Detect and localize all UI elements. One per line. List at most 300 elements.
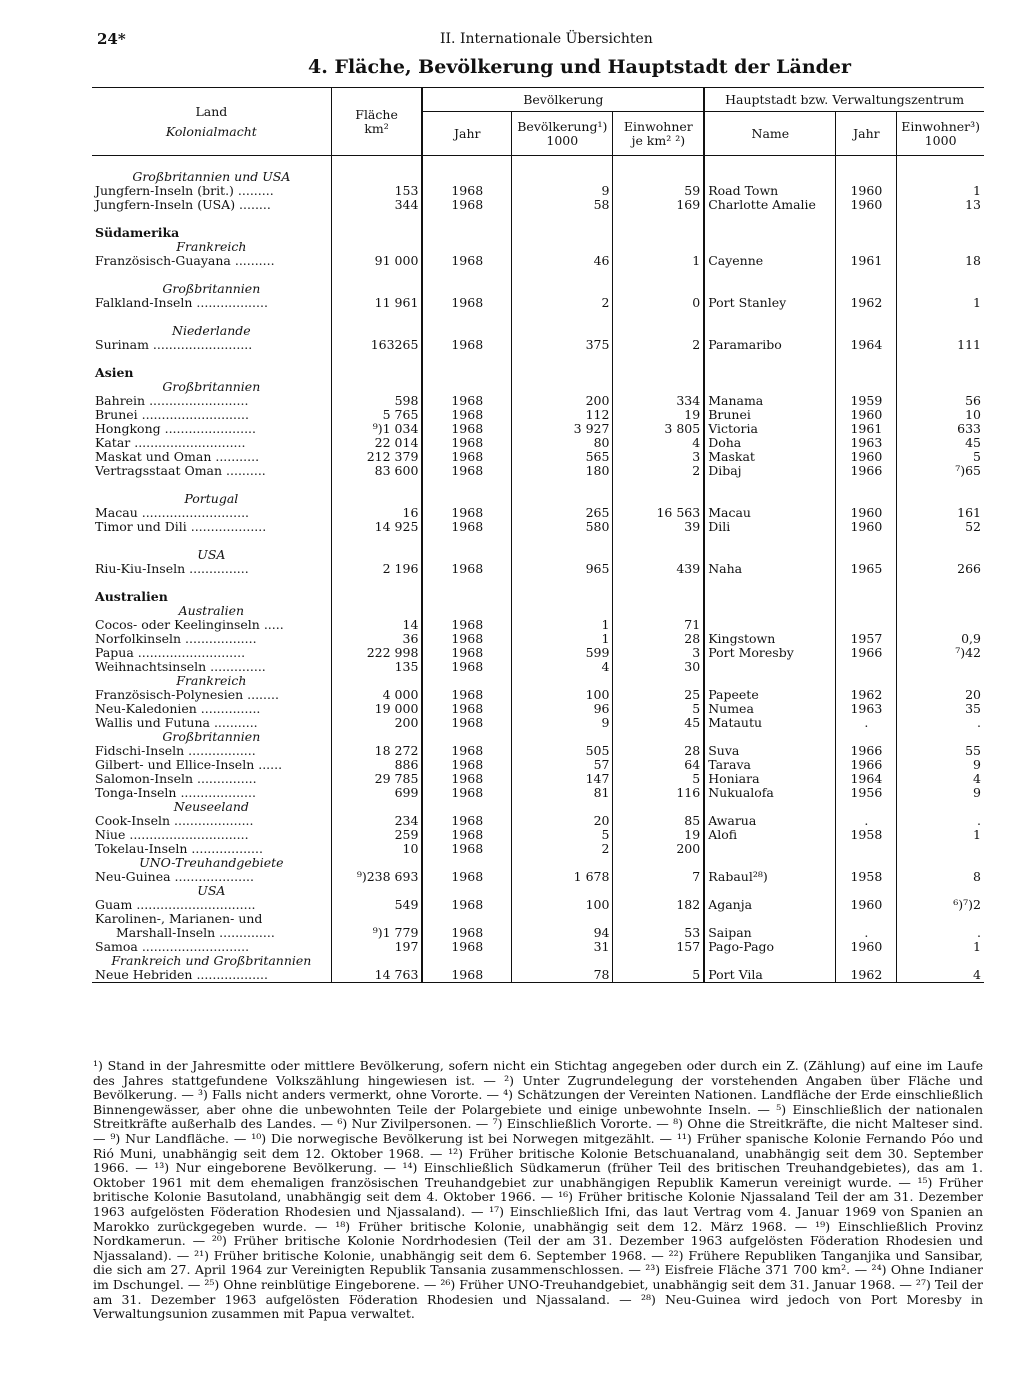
- population-value: 965: [512, 562, 613, 576]
- empty-cell: [422, 604, 511, 618]
- empty-cell: [836, 800, 897, 814]
- area-value: ⁹)238 693: [331, 870, 422, 884]
- spacer-cell: [897, 478, 984, 492]
- capital-population: 9: [897, 758, 984, 772]
- density-value: 5: [613, 968, 704, 983]
- empty-cell: [704, 856, 836, 870]
- spacer-cell: [836, 310, 897, 324]
- country-name: Französisch-Guayana ..........: [95, 254, 275, 268]
- capital-population: 13: [897, 198, 984, 212]
- capital-year: 1960: [836, 898, 897, 912]
- empty-cell: [422, 282, 511, 296]
- empty-cell: [613, 856, 704, 870]
- empty-cell: [422, 366, 511, 380]
- colonial-power-row: [92, 170, 984, 184]
- capital-population: 0,9: [897, 632, 984, 646]
- table-row: [92, 772, 984, 786]
- empty-cell: [613, 604, 704, 618]
- colonial-power-row: [92, 884, 984, 898]
- capital-name: [704, 618, 836, 632]
- header-hs-jahr: Jahr: [836, 112, 897, 156]
- capital-population: 633: [897, 422, 984, 436]
- capital-year: 1958: [836, 828, 897, 842]
- spacer-row: [92, 478, 984, 492]
- spacer-cell: [331, 268, 422, 282]
- table-row: [92, 198, 984, 212]
- spacer-cell: [613, 156, 704, 171]
- population-value: 5: [512, 828, 613, 842]
- empty-cell: [331, 800, 422, 814]
- country-name: Tokelau-Inseln ..................: [95, 842, 263, 856]
- spacer-cell: [836, 156, 897, 171]
- header-name: Name: [704, 112, 836, 156]
- capital-year: 1961: [836, 254, 897, 268]
- spacer-cell: [897, 576, 984, 590]
- population-value: 9: [512, 184, 613, 198]
- density-value: 200: [613, 842, 704, 856]
- table-row: [92, 338, 984, 352]
- population-year: 1968: [422, 338, 511, 352]
- area-value: 4 000: [331, 688, 422, 702]
- empty-cell: [836, 282, 897, 296]
- population-value: 9: [512, 716, 613, 730]
- spacer-cell: [897, 310, 984, 324]
- population-year: 1968: [422, 422, 511, 436]
- table-row: [92, 842, 984, 856]
- empty-cell: [512, 590, 613, 604]
- colonial-power-row: [92, 856, 984, 870]
- density-value: 157: [613, 940, 704, 954]
- spacer-cell: [704, 478, 836, 492]
- spacer-cell: [704, 534, 836, 548]
- empty-cell: [897, 884, 984, 898]
- capital-year: 1960: [836, 940, 897, 954]
- table-row: [92, 688, 984, 702]
- spacer-cell: [897, 156, 984, 171]
- population-value: 200: [512, 394, 613, 408]
- capital-population: 20: [897, 688, 984, 702]
- population-year: 1968: [422, 562, 511, 576]
- capital-year: 1961: [836, 422, 897, 436]
- empty-cell: [704, 282, 836, 296]
- population-value: 100: [512, 688, 613, 702]
- empty-cell: [613, 800, 704, 814]
- population-year: 1968: [422, 660, 511, 674]
- empty-cell: [704, 590, 836, 604]
- header-flaeche: Fläche km²: [331, 88, 422, 156]
- country-name: Wallis und Futuna ...........: [95, 716, 258, 730]
- spacer-cell: [331, 156, 422, 171]
- population-year: 1968: [422, 702, 511, 716]
- empty-cell: [836, 730, 897, 744]
- population-year: 1968: [422, 940, 511, 954]
- data-table: [92, 87, 984, 983]
- spacer-cell: [704, 156, 836, 171]
- density-value: 28: [613, 632, 704, 646]
- empty-cell: [836, 226, 897, 240]
- capital-name: Naha: [704, 562, 836, 576]
- empty-cell: [836, 604, 897, 618]
- capital-population: [897, 912, 984, 926]
- population-value: 1 678: [512, 870, 613, 884]
- population-value: 81: [512, 786, 613, 800]
- empty-cell: [512, 324, 613, 338]
- spacer-cell: [704, 310, 836, 324]
- empty-cell: [613, 674, 704, 688]
- density-value: 59: [613, 184, 704, 198]
- capital-name: Matautu: [704, 716, 836, 730]
- empty-cell: [331, 856, 422, 870]
- population-year: 1968: [422, 786, 511, 800]
- country-name: Brunei ...........................: [95, 408, 249, 422]
- population-year: 1968: [422, 632, 511, 646]
- capital-population: 1: [897, 184, 984, 198]
- population-value: 112: [512, 408, 613, 422]
- capital-population: .: [897, 716, 984, 730]
- capital-name: Kingstown: [704, 632, 836, 646]
- density-value: 30: [613, 660, 704, 674]
- density-value: 53: [613, 926, 704, 940]
- capital-population: 1: [897, 828, 984, 842]
- spacer-cell: [836, 268, 897, 282]
- table-row: [92, 618, 984, 632]
- empty-cell: [512, 548, 613, 562]
- country-name: Gilbert- und Ellice-Inseln ......: [95, 758, 283, 772]
- spacer-cell: [422, 268, 511, 282]
- country-name: Riu-Kiu-Inseln ...............: [95, 562, 249, 576]
- spacer-cell: [512, 156, 613, 171]
- spacer-cell: [613, 352, 704, 366]
- capital-year: 1966: [836, 744, 897, 758]
- capital-name: Numea: [704, 702, 836, 716]
- population-year: [422, 912, 511, 926]
- empty-cell: [331, 492, 422, 506]
- capital-name: Maskat: [704, 450, 836, 464]
- spacer-row: [92, 534, 984, 548]
- capital-name: Aganja: [704, 898, 836, 912]
- empty-cell: [836, 674, 897, 688]
- population-value: 4: [512, 660, 613, 674]
- capital-year: 1957: [836, 632, 897, 646]
- capital-name: Saipan: [704, 926, 836, 940]
- density-value: 439: [613, 562, 704, 576]
- area-value: 200: [331, 716, 422, 730]
- population-value: 57: [512, 758, 613, 772]
- capital-name: Nukualofa: [704, 786, 836, 800]
- capital-name: Brunei: [704, 408, 836, 422]
- population-value: 20: [512, 814, 613, 828]
- spacer-cell: [836, 478, 897, 492]
- country-name: Marshall-Inseln ..............: [116, 926, 275, 940]
- capital-population: .: [897, 926, 984, 940]
- density-value: 19: [613, 408, 704, 422]
- density-value: [613, 912, 704, 926]
- country-name: Weihnachtsinseln ..............: [95, 660, 266, 674]
- spacer-cell: [331, 478, 422, 492]
- empty-cell: [897, 590, 984, 604]
- population-year: 1968: [422, 758, 511, 772]
- density-value: 116: [613, 786, 704, 800]
- spacer-cell: [512, 478, 613, 492]
- capital-population: 8: [897, 870, 984, 884]
- population-value: 2: [512, 842, 613, 856]
- density-value: 334: [613, 394, 704, 408]
- empty-cell: [704, 674, 836, 688]
- area-value: 222 998: [331, 646, 422, 660]
- country-name: Hongkong .......................: [95, 422, 256, 436]
- empty-cell: [613, 548, 704, 562]
- spacer-cell: [422, 352, 511, 366]
- table-row: [92, 422, 984, 436]
- spacer-row: [92, 156, 984, 171]
- capital-population: [897, 660, 984, 674]
- capital-population: 56: [897, 394, 984, 408]
- empty-cell: [331, 954, 422, 968]
- colonial-power-row: [92, 730, 984, 744]
- colonial-power-row: [92, 492, 984, 506]
- capital-year: [836, 842, 897, 856]
- capital-population: ⁷)65: [897, 464, 984, 478]
- colonial-power-row: [92, 604, 984, 618]
- empty-cell: [512, 954, 613, 968]
- capital-population: 45: [897, 436, 984, 450]
- empty-cell: [836, 884, 897, 898]
- spacer-cell: [92, 156, 331, 171]
- population-year: 1968: [422, 772, 511, 786]
- empty-cell: [897, 324, 984, 338]
- capital-year: 1964: [836, 338, 897, 352]
- population-year: 1968: [422, 464, 511, 478]
- density-value: 1: [613, 254, 704, 268]
- population-value: [512, 912, 613, 926]
- table-row: [92, 394, 984, 408]
- population-year: 1968: [422, 296, 511, 310]
- population-value: 31: [512, 940, 613, 954]
- empty-cell: [704, 604, 836, 618]
- empty-cell: [836, 170, 897, 184]
- spacer-cell: [897, 534, 984, 548]
- table-row: [92, 758, 984, 772]
- area-value: ⁹)1 034: [331, 422, 422, 436]
- population-year: 1968: [422, 716, 511, 730]
- area-value: 29 785: [331, 772, 422, 786]
- capital-name: Victoria: [704, 422, 836, 436]
- spacer-cell: [512, 310, 613, 324]
- empty-cell: [512, 170, 613, 184]
- area-value: 19 000: [331, 702, 422, 716]
- empty-cell: [512, 884, 613, 898]
- spacer-row: [92, 310, 984, 324]
- spacer-cell: [331, 212, 422, 226]
- table-row: [92, 520, 984, 534]
- population-year: 1968: [422, 408, 511, 422]
- table-row: [92, 464, 984, 478]
- area-value: [331, 912, 422, 926]
- empty-cell: [331, 730, 422, 744]
- capital-name: Cayenne: [704, 254, 836, 268]
- capital-year: 1960: [836, 450, 897, 464]
- density-value: 16 563: [613, 506, 704, 520]
- population-year: 1968: [422, 198, 511, 212]
- empty-cell: [897, 954, 984, 968]
- capital-population: [897, 842, 984, 856]
- empty-cell: [836, 240, 897, 254]
- capital-population: [897, 618, 984, 632]
- spacer-cell: [92, 212, 331, 226]
- empty-cell: [897, 226, 984, 240]
- population-year: 1968: [422, 968, 511, 983]
- area-value: 18 272: [331, 744, 422, 758]
- empty-cell: [422, 800, 511, 814]
- table-row: [92, 870, 984, 884]
- capital-year: 1962: [836, 968, 897, 983]
- empty-cell: [704, 324, 836, 338]
- capital-name: Paramaribo: [704, 338, 836, 352]
- capital-year: 1956: [836, 786, 897, 800]
- empty-cell: [422, 170, 511, 184]
- density-value: 19: [613, 828, 704, 842]
- empty-cell: [613, 240, 704, 254]
- empty-cell: [331, 548, 422, 562]
- table-row: [92, 254, 984, 268]
- running-head: II. Internationale Übersichten: [440, 31, 653, 47]
- table-row: [92, 786, 984, 800]
- region-row: [92, 590, 984, 604]
- empty-cell: [512, 282, 613, 296]
- colonial-power-label: Frankreich: [176, 674, 247, 688]
- area-value: 14: [331, 618, 422, 632]
- capital-population: 35: [897, 702, 984, 716]
- capital-population: 1: [897, 296, 984, 310]
- empty-cell: [512, 240, 613, 254]
- colonial-power-row: [92, 674, 984, 688]
- empty-cell: [613, 730, 704, 744]
- population-value: 580: [512, 520, 613, 534]
- empty-cell: [331, 170, 422, 184]
- capital-name: Tarava: [704, 758, 836, 772]
- footnotes: ¹) Stand in der Jahresmitte oder mittlere Bevölkerung, sofern nicht ein Stichtag angegeben oder durch ein Z. (Zählung) auf eine im Laufe des Jahres stattgefundene Volkszählung hingewiesen ist. — ²) Unter Zugrundelegung der vorstehenden Angaben über Fläche und Bevölkerung. — ³) Falls nicht anders vermerkt, ohne Vororte. — ⁴) Schätzungen der Vereinten Nationen. Landfläche der Erde einschließlich Binnengewässer, aber ohne die unbewohnten Teile der Polargebiete und einige unbewohnte Inseln. — ⁵) Einschließlich der nationalen Streitkräfte außerhalb des Landes. — ⁶) Nur Zivilpersonen. — ⁷) Einschließlich Vororte. — ⁸) Ohne die Streitkräfte, die nicht Malteser sind. — ⁹) Nur Landfläche. — ¹⁰) Die norwegische Bevölkerung ist bei Norwegen mitgezählt. — ¹¹) Früher spanische Kolonie Fernando Póo und Rió Muni, unabhängig seit dem 12. Oktober 1968. — ¹²) Früher britische Kolonie Betschuanaland, unabhängig seit dem 30. September 1966. — ¹³) Nur eingeborene Bevölkerung. — ¹⁴) Einschließlich Südkamerun (früher Teil des britischen Treuhandgebietes), das am 1. Oktober 1961 mit dem ehemaligen französischen Treuhandgebiet zur unabhängigen Republik Kamerun vereinigt wurde. — ¹⁵) Früher britische Kolonie Basutoland, unabhängig seit dem 4. Oktober 1966. — ¹⁶) Früher britische Kolonie Njassaland Teil der am 31. Dezember 1963 aufgelösten Föderation Rhodesien und Njassaland). — ¹⁷) Einschließlich Ifni, das laut Vertrag vom 4. Januar 1969 von Spanien an Marokko zurückgegeben wurde. — ¹⁸) Früher britische Kolonie, unabhängig seit dem 12. März 1968. — ¹⁹) Einschließlich Provinz Nordkamerun. — ²⁰) Früher britische Kolonie Nordrhodesien (Teil der am 31. Dezember 1963 aufgelösten Föderation Rhodesien und Njassaland). — ²¹) Früher britische Kolonie, unabhängig seit dem 6. September 1968. — ²²) Frühere Republiken Tanganjika und Sansibar, die sich am 27. April 1964 zur Vereinigten Republik Tansania zusammenschlossen. — ²³) Eisfreie Fläche 371 700 km². — ²⁴) Ohne Indianer im Dschungel. — ²⁵) Ohne reinblütige Eingeborene. — ²⁶) Früher UNO-Treuhandgebiet, unabhängig seit dem 31. Januar 1968. — ²⁷) Teil der am 31. Dezember 1963 aufgelösten Föderation Rhodesien und Njassaland. — ²⁸) Neu-Guinea wird jedoch von Port Moresby in Verwaltungsunion zusammen mit Papua verwaltet.: [93, 1058, 983, 1322]
- empty-cell: [704, 366, 836, 380]
- capital-name: Charlotte Amalie: [704, 198, 836, 212]
- table-row: [92, 184, 984, 198]
- spacer-cell: [512, 534, 613, 548]
- country-name: Guam ..............................: [95, 898, 256, 912]
- country-name: Macau ...........................: [95, 506, 250, 520]
- capital-year: 1959: [836, 394, 897, 408]
- population-year: 1968: [422, 828, 511, 842]
- capital-year: [836, 618, 897, 632]
- empty-cell: [422, 590, 511, 604]
- page-number: 24*: [97, 30, 126, 48]
- spacer-cell: [836, 576, 897, 590]
- country-name: Bahrein .........................: [95, 394, 249, 408]
- country-name: Surinam .........................: [95, 338, 253, 352]
- density-value: 5: [613, 702, 704, 716]
- empty-cell: [836, 548, 897, 562]
- population-value: 3 927: [512, 422, 613, 436]
- colonial-power-label: Neuseeland: [173, 800, 249, 814]
- population-value: 1: [512, 618, 613, 632]
- population-year: 1968: [422, 436, 511, 450]
- spacer-cell: [613, 310, 704, 324]
- empty-cell: [331, 226, 422, 240]
- region-row: [92, 226, 984, 240]
- empty-cell: [422, 954, 511, 968]
- colonial-power-label: Großbritannien: [162, 730, 261, 744]
- table-row: [92, 814, 984, 828]
- table-row: [92, 506, 984, 520]
- country-name: Neue Hebriden ..................: [92, 968, 331, 983]
- empty-cell: [512, 366, 613, 380]
- header-einwohner-km2: Einwohner je km² ²): [613, 112, 704, 156]
- spacer-cell: [422, 156, 511, 171]
- density-value: 3 805: [613, 422, 704, 436]
- capital-year: 1962: [836, 296, 897, 310]
- spacer-cell: [331, 576, 422, 590]
- empty-cell: [613, 954, 704, 968]
- capital-name: [704, 912, 836, 926]
- capital-name: Suva: [704, 744, 836, 758]
- density-value: 28: [613, 744, 704, 758]
- colonial-power-label: Australien: [178, 604, 245, 618]
- density-value: 182: [613, 898, 704, 912]
- colonial-power-label: Großbritannien und USA: [132, 170, 291, 184]
- capital-population: 4: [897, 968, 984, 983]
- population-year: 1968: [422, 646, 511, 660]
- population-value: 80: [512, 436, 613, 450]
- empty-cell: [613, 884, 704, 898]
- population-value: 599: [512, 646, 613, 660]
- table-row: [92, 716, 984, 730]
- spacer-cell: [331, 534, 422, 548]
- header-hs-einwohner: Einwohner³) 1000: [897, 112, 984, 156]
- population-value: 565: [512, 450, 613, 464]
- capital-name: Port Vila: [704, 968, 836, 983]
- empty-cell: [512, 492, 613, 506]
- empty-cell: [613, 366, 704, 380]
- empty-cell: [331, 240, 422, 254]
- table-row: [92, 898, 984, 912]
- capital-population: ⁶)⁷)2: [897, 898, 984, 912]
- density-value: 39: [613, 520, 704, 534]
- capital-population: 10: [897, 408, 984, 422]
- density-value: 3: [613, 646, 704, 660]
- capital-year: 1963: [836, 702, 897, 716]
- spacer-row: [92, 576, 984, 590]
- population-year: 1968: [422, 688, 511, 702]
- spacer-cell: [92, 576, 331, 590]
- empty-cell: [512, 380, 613, 394]
- capital-population: 52: [897, 520, 984, 534]
- population-year: 1968: [422, 506, 511, 520]
- spacer-cell: [422, 478, 511, 492]
- table-row: [92, 296, 984, 310]
- area-value: 135: [331, 660, 422, 674]
- empty-cell: [422, 884, 511, 898]
- capital-name: Dibaj: [704, 464, 836, 478]
- country-name: Maskat und Oman ...........: [95, 450, 260, 464]
- area-value: 2 196: [331, 562, 422, 576]
- capital-year: .: [836, 814, 897, 828]
- area-value: 83 600: [331, 464, 422, 478]
- spacer-cell: [613, 268, 704, 282]
- spacer-cell: [836, 534, 897, 548]
- area-value: 344: [331, 198, 422, 212]
- empty-cell: [422, 324, 511, 338]
- spacer-cell: [704, 212, 836, 226]
- empty-cell: [897, 856, 984, 870]
- population-year: 1968: [422, 184, 511, 198]
